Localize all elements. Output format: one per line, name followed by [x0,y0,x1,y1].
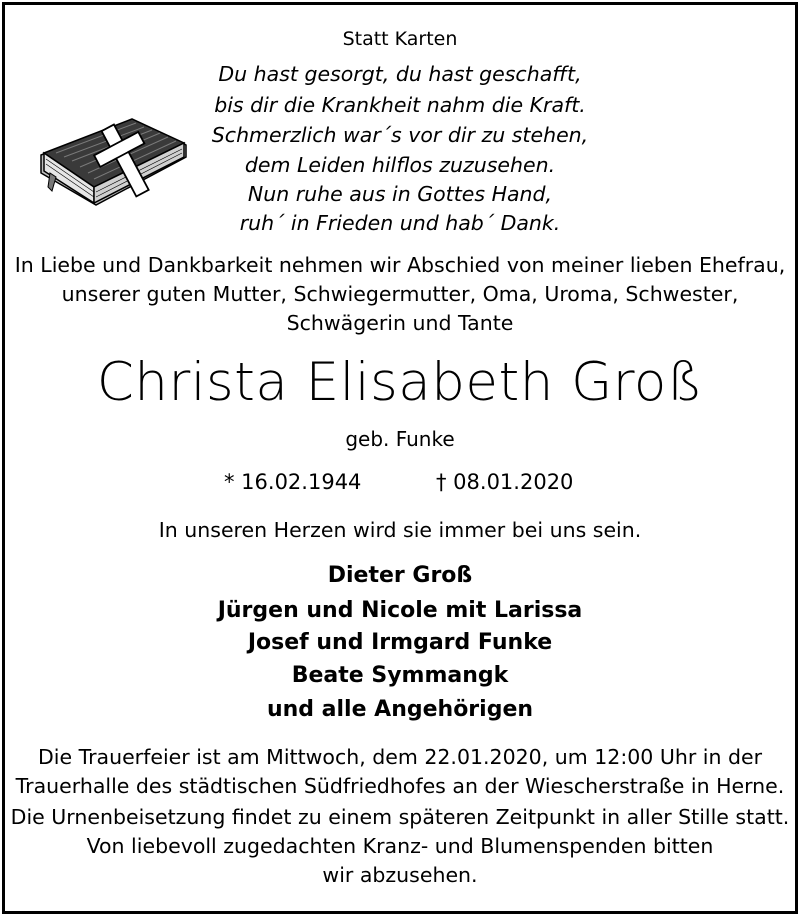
poem-line: Schmerzlich war´s vor dir zu stehen, [211,123,589,147]
poem-line: ruh´ in Frieden und hab´ Dank. [239,211,561,235]
notice-line: Die Urnenbeisetzung findet zu einem späteren Zeitpunkt in aller Stille statt. [10,805,790,829]
poem-line: Nun ruhe aus in Gottes Hand, [247,182,553,206]
notice-line: Von liebevoll zugedachten Kranz- und Blumenspenden bitten [86,834,714,858]
mourner: und alle Angehörigen [266,697,534,722]
poem-line: dem Leiden hilflos zuzusehen. [244,153,556,177]
poem-line: Du hast gesorgt, du hast geschafft, [218,62,582,86]
mourner: Josef und Irmgard Funke [247,630,553,655]
birth-date: * 16.02.1944 [224,470,362,494]
notice-line: wir abzusehen. [322,863,478,887]
motto: In unseren Herzen wird sie immer bei uns sein. [158,518,642,542]
notice-line: Die Trauerfeier ist am Mittwoch, dem 22.01.2020, um 12:00 Uhr in der [37,745,763,769]
intro-line: In Liebe und Dankbarkeit nehmen wir Abschied von meiner lieben Ehefrau, [14,253,786,277]
header-statt-karten: Statt Karten [342,28,458,50]
mourner: Beate Symmangk [291,663,509,688]
intro-line: unserer guten Mutter, Schwiegermutter, Oma, Uroma, Schwester, [61,282,739,306]
poem-line: bis dir die Krankheit nahm die Kraft. [214,93,586,117]
mourner: Jürgen und Nicole mit Larissa [217,598,583,623]
deceased-name: Christa Elisabeth Groß [96,352,704,413]
birth-name: geb. Funke [345,427,455,451]
death-date: † 08.01.2020 [436,470,574,494]
mourner: Dieter Groß [327,563,473,588]
intro-line: Schwägerin und Tante [286,311,514,335]
notice-line: Trauerhalle des städtischen Südfriedhofes an der Wiescherstraße in Herne. [15,774,785,798]
